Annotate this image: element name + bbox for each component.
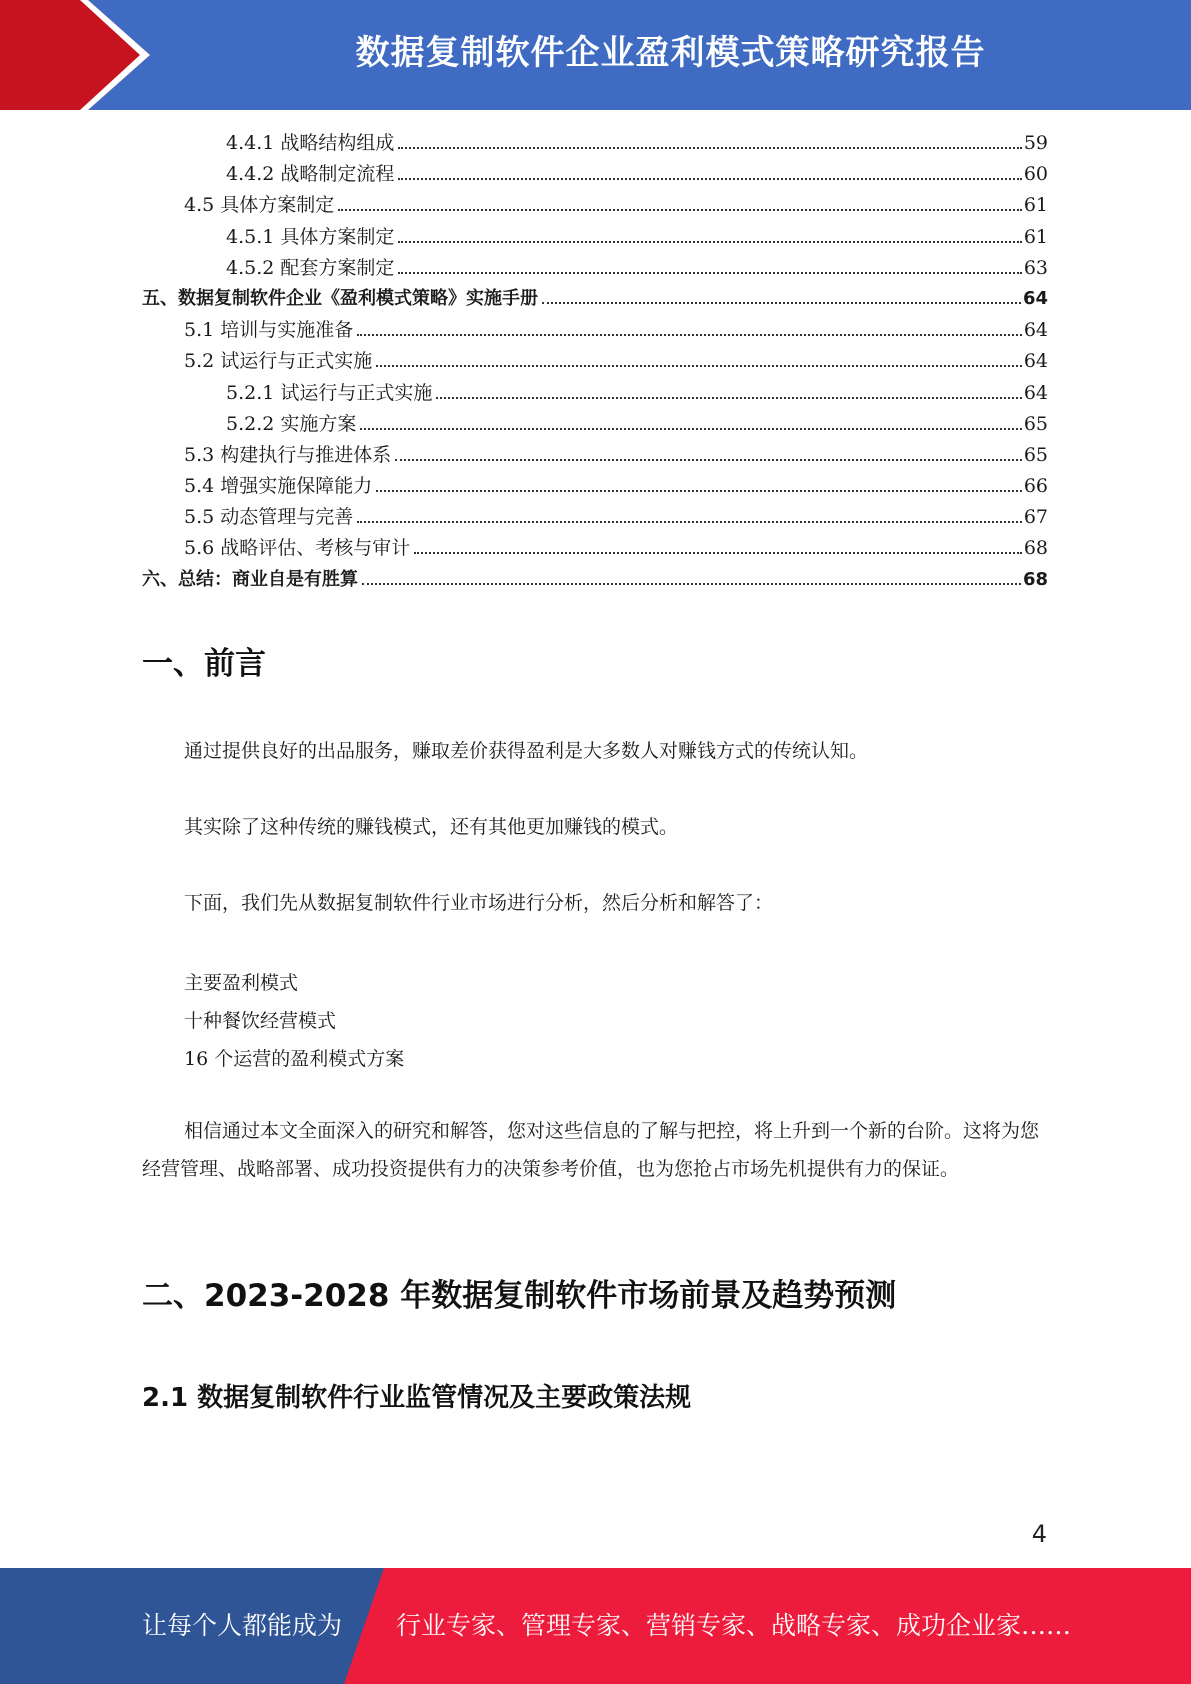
toc-entry[interactable] <box>142 502 1048 533</box>
table-of-contents <box>142 128 1048 596</box>
toc-entry-page: 68 <box>1023 537 1048 560</box>
toc-entry[interactable] <box>142 565 1048 596</box>
toc-dot-leader <box>398 271 1021 274</box>
toc-entry-page: 68 <box>1022 568 1048 590</box>
toc-entry[interactable] <box>142 222 1048 253</box>
toc-entry[interactable] <box>142 128 1048 159</box>
paragraph: 通过提供良好的出品服务，赚取差价获得盈利是大多数人对赚钱方式的传统认知。 <box>184 740 869 762</box>
toc-entry[interactable] <box>142 253 1048 284</box>
paragraph: 相信通过本文全面深入的研究和解答，您对这些信息的了解与把控，将上升到一个新的台阶。这将为您经营管理、战略部署、成功投资提供有力的决策参考价值，也为您抢占市场先机提供有力的保证。 <box>142 1120 1040 1180</box>
paragraph: 其实除了这种传统的赚钱模式，还有其他更加赚钱的模式。 <box>184 816 679 838</box>
toc-dot-leader <box>357 520 1022 523</box>
toc-dot-leader <box>542 301 1021 304</box>
footer-slogan-left: 让每个人都能成为 <box>142 1611 343 1640</box>
toc-entry-label: 5.4 增强实施保障能力 <box>184 475 373 498</box>
toc-entry-label: 4.5.1 具体方案制定 <box>226 225 395 248</box>
toc-entry-label: 5.5 动态管理与完善 <box>184 506 354 529</box>
toc-dot-leader <box>376 489 1022 492</box>
paragraph: 下面，我们先从数据复制软件行业市场进行分析，然后分析和解答了： <box>184 892 774 914</box>
toc-entry-label: 4.5 具体方案制定 <box>184 194 335 217</box>
toc-entry-label: 5.1 培训与实施准备 <box>184 319 354 342</box>
toc-dot-leader <box>338 208 1022 211</box>
toc-entry-label: 5.2.2 实施方案 <box>226 412 357 435</box>
toc-entry[interactable] <box>142 471 1048 502</box>
toc-entry-page: 61 <box>1023 225 1048 248</box>
toc-dot-leader <box>395 458 1022 461</box>
toc-entry-page: 64 <box>1023 319 1048 342</box>
toc-dot-leader <box>398 240 1021 243</box>
toc-entry-page: 66 <box>1023 475 1048 498</box>
toc-entry[interactable] <box>142 159 1048 190</box>
page-footer <box>0 1568 1191 1684</box>
section-heading-market-outlook: 二、2023-2028 年数据复制软件市场前景及趋势预测 <box>142 1278 897 1314</box>
toc-entry[interactable] <box>142 378 1048 409</box>
toc-entry-label: 4.4.2 战略制定流程 <box>226 163 395 186</box>
footer-slogan-right: 行业专家、管理专家、营销专家、战略专家、成功企业家…… <box>396 1611 1072 1640</box>
toc-entry-page: 65 <box>1023 443 1048 466</box>
toc-entry-label: 五、数据复制软件企业《盈利模式策略》实施手册 <box>142 287 538 309</box>
toc-entry[interactable] <box>142 284 1048 315</box>
toc-entry-page: 60 <box>1023 163 1048 186</box>
toc-dot-leader <box>360 427 1021 430</box>
toc-entry[interactable] <box>142 315 1048 346</box>
list-item: 十种餐饮经营模式 <box>184 1010 337 1032</box>
toc-entry[interactable] <box>142 533 1048 564</box>
toc-entry-page: 67 <box>1023 506 1048 529</box>
toc-dot-leader <box>376 364 1022 367</box>
toc-entry[interactable] <box>142 346 1048 377</box>
toc-entry-label: 六、总结：商业自是有胜算 <box>142 568 358 590</box>
page-header <box>0 0 1191 110</box>
toc-entry-label: 5.6 战略评估、考核与审计 <box>184 537 411 560</box>
toc-entry-label: 5.2 试运行与正式实施 <box>184 350 373 373</box>
list-item: 主要盈利模式 <box>184 972 299 994</box>
page-number: 4 <box>1031 1520 1047 1548</box>
toc-dot-leader <box>414 551 1022 554</box>
toc-entry[interactable] <box>142 190 1048 221</box>
toc-entry[interactable] <box>142 409 1048 440</box>
toc-entry-label: 4.4.1 战略结构组成 <box>226 132 395 154</box>
toc-dot-leader <box>398 177 1021 180</box>
toc-entry-page: 63 <box>1023 256 1048 279</box>
toc-dot-leader <box>362 582 1021 585</box>
report-title: 数据复制软件企业盈利模式策略研究报告 <box>355 33 986 73</box>
list-item: 16 个运营的盈利模式方案 <box>184 1048 405 1070</box>
toc-entry-page: 64 <box>1023 350 1048 373</box>
toc-entry-page: 64 <box>1023 381 1048 404</box>
section-heading-preface: 一、前言 <box>142 646 266 682</box>
toc-entry-label: 5.3 构建执行与推进体系 <box>184 443 392 466</box>
toc-entry-page: 59 <box>1023 132 1048 154</box>
toc-entry-label: 4.5.2 配套方案制定 <box>226 256 395 279</box>
toc-dot-leader <box>436 396 1021 399</box>
toc-entry-page: 61 <box>1023 194 1048 217</box>
toc-dot-leader <box>357 333 1022 336</box>
subsection-heading: 2.1 数据复制软件行业监管情况及主要政策法规 <box>142 1383 692 1413</box>
toc-entry-page: 64 <box>1022 287 1048 309</box>
toc-entry-page: 65 <box>1023 412 1048 435</box>
toc-dot-leader <box>398 146 1021 149</box>
header-red-arrow <box>0 0 150 110</box>
toc-entry-label: 5.2.1 试运行与正式实施 <box>226 381 433 404</box>
toc-entry[interactable] <box>142 440 1048 471</box>
